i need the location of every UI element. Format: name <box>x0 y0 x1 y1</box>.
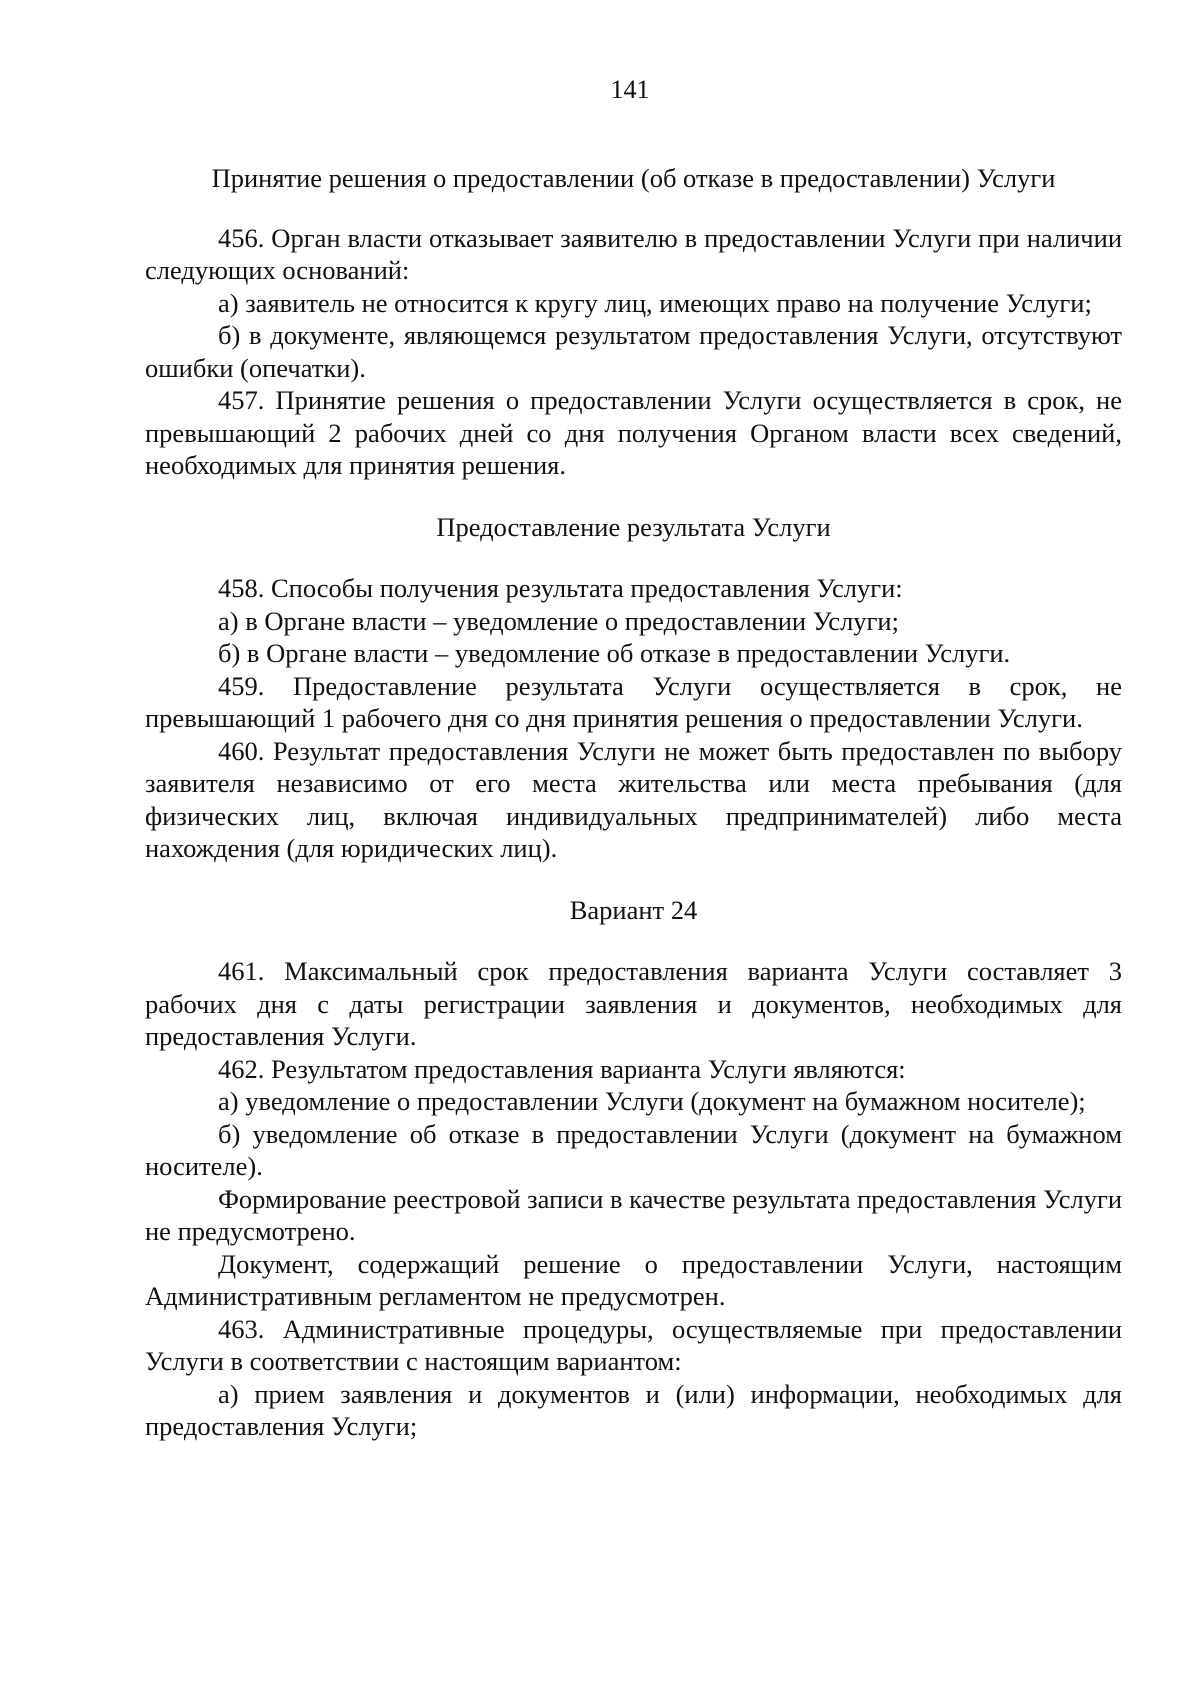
paragraph-462: 462. Результатом предоставления варианта Услуги являются: <box>218 1053 906 1084</box>
paragraph-decision-document: Документ, содержащий решение о предоставлении Услуги, настоящим Административным регламентом не предусмотрен. <box>145 1248 1122 1311</box>
paragraph-registry-record: Формирование реестровой записи в качестве результата предоставления Услуги не предусмотрено. <box>145 1183 1122 1246</box>
section-heading-result: Предоставление результата Услуги <box>436 511 831 542</box>
document-body <box>145 160 1122 1443</box>
list-item-458-a: а) в Органе власти – уведомление о предоставлении Услуги; <box>218 605 899 636</box>
paragraph-457: 457. Принятие решения о предоставлении Услуги осуществляется в срок, не превышающий 2 рабочих дней со дня получения Органом власти всех сведений, необходимых для принятия решения. <box>145 385 1122 480</box>
paragraph-460: 460. Результат предоставления Услуги не может быть предоставлен по выбору заявителя независимо от его места жительства или места пребывания (для физических лиц, включая индивидуальных предпринимателей) либо места нахождения (для юридических лиц). <box>145 735 1122 863</box>
list-item-456-a: а) заявитель не относится к кругу лиц, имеющих право на получение Услуги; <box>218 287 1092 318</box>
section-heading-variant-24: Вариант 24 <box>569 894 698 925</box>
page-number: 141 <box>610 75 650 104</box>
list-item-462-a: а) уведомление о предоставлении Услуги (документ на бумажном носителе); <box>218 1086 1086 1116</box>
list-item-462-b: б) уведомление об отказе в предоставлении Услуги (документ на бумажном носителе). <box>145 1118 1122 1181</box>
paragraph-459: 459. Предоставление результата Услуги осуществляется в срок, не превышающий 1 рабочего дня со дня принятия решения о предоставлении Услуги. <box>145 670 1122 733</box>
paragraph-461: 461. Максимальный срок предоставления варианта Услуги составляет 3 рабочих дня с даты регистрации заявления и документов, необходимых для предоставления Услуги. <box>145 956 1122 1051</box>
list-item-463-a: а) прием заявления и документов и (или) информации, необходимых для предоставления Услуги; <box>145 1378 1122 1441</box>
paragraph-456: 456. Орган власти отказывает заявителю в предоставлении Услуги при наличии следующих оснований: <box>145 222 1122 285</box>
paragraph-458: 458. Способы получения результата предоставления Услуги: <box>218 573 903 603</box>
section-heading-decision: Принятие решения о предоставлении (об отказе в предоставлении) Услуги <box>211 163 1056 193</box>
paragraph-463: 463. Административные процедуры, осуществляемые при предоставлении Услуги в соответствии с настоящим вариантом: <box>145 1313 1122 1376</box>
list-item-458-b: б) в Органе власти – уведомление об отказе в предоставлении Услуги. <box>218 638 1011 668</box>
list-item-456-b: б) в документе, являющемся результатом предоставления Услуги, отсутствуют ошибки (опечатки). <box>145 320 1122 383</box>
